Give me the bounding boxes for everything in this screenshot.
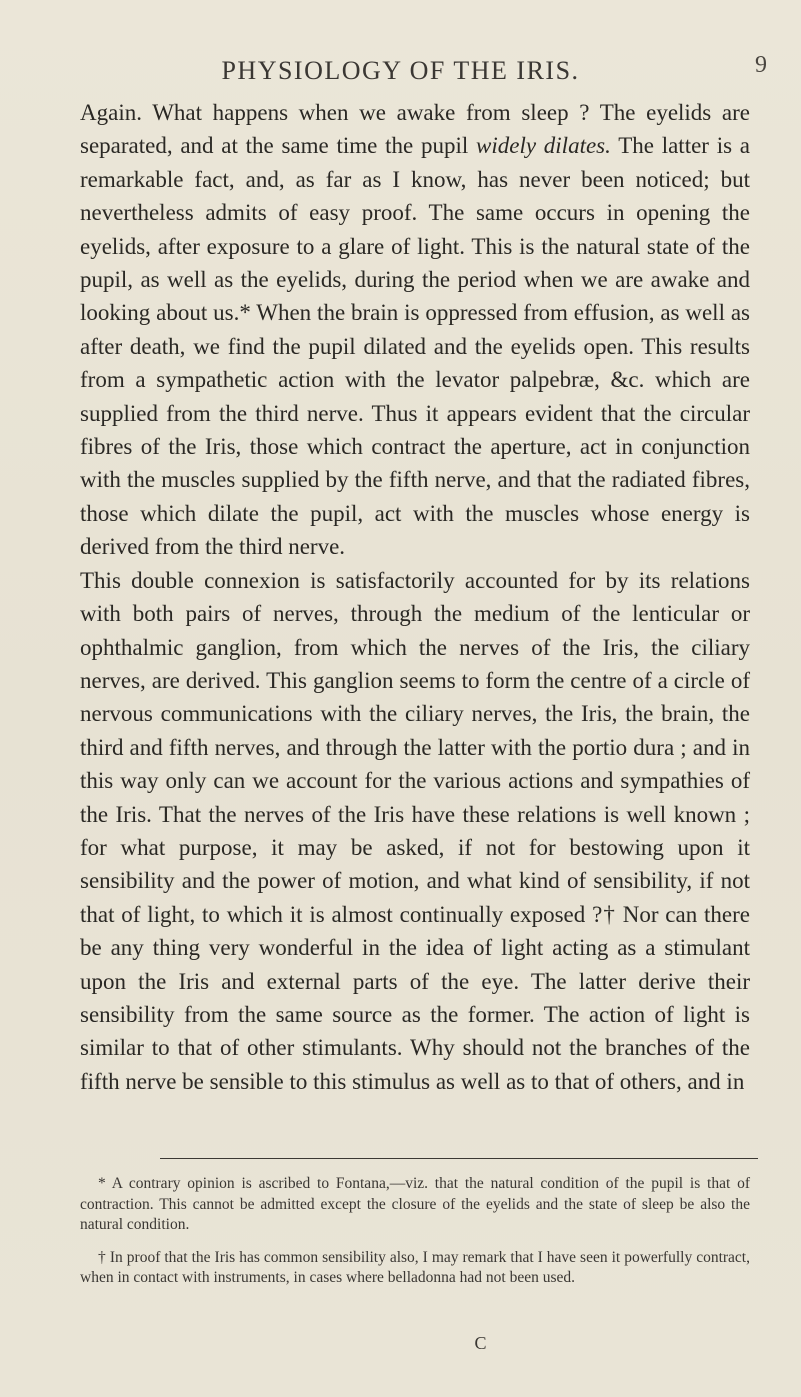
paragraph-1-start: Again. What happens when we awake from sleep ? The eyelids are separated, and at the same time the pupil bbox=[80, 100, 750, 159]
paragraph-1-end: The latter is a remarkable fact, and, as far as I know, has never been noticed; but nevertheless admits of easy proof. The same occurs in opening the eyelids, after exposure to a glare of light. This is the natural state of the pupil, as well as the eyelids, during the period when we are awake and looking about us.* When the brain is oppressed from effusion, as well as after death, we find the pupil dilated and the eyelids open. This results from a sympathetic action with the levator palpebræ, &c. which are supplied from the third nerve. Thus it appears evident that the circular fibres of the Iris, those which contract the aperture, act in conjunction with the muscles supplied by the fifth nerve, and that the radiated fibres, those which dilate the pupil, act with the muscles whose energy is derived from the third nerve. bbox=[80, 133, 751, 560]
footnotes bbox=[80, 1174, 750, 1301]
main-text bbox=[80, 96, 750, 1098]
running-title: PHYSIOLOGY OF THE IRIS. bbox=[221, 56, 580, 85]
paragraph-1 bbox=[80, 96, 750, 564]
paragraph-1-emphasis: widely dilates. bbox=[476, 133, 611, 159]
footnote-divider bbox=[160, 1158, 758, 1159]
footnote-2: † In proof that the Iris has common sensibility also, I may remark that I have seen it powerfully contract, when in contact with instruments, in cases where belladonna had not been used. bbox=[80, 1248, 750, 1286]
signature-mark: C bbox=[474, 1333, 487, 1353]
footnote-1: * A contrary opinion is ascribed to Fontana,—viz. that the natural condition of the pupil is that of contraction. This cannot be admitted except the closure of the eyelids and the state of sleep be also the natural condition. bbox=[80, 1175, 750, 1233]
page-number: 9 bbox=[755, 52, 767, 78]
paragraph-2: This double connexion is satisfactorily accounted for by its relations with both pairs of nerves, through the medium of the lenticular or ophthalmic ganglion, from which the nerves of the Iris, the ciliary nerves, are derived. This ganglion seems to form the centre of a circle of nervous communications with the ciliary nerves, the Iris, the brain, the third and fifth nerves, and through the latter with the portio dura ; and in this way only can we account for the various actions and sympathies of the Iris. That the nerves of the Iris have these relations is well known ; for what purpose, it may be asked, if not for bestowing upon it sensibility and the power of motion, and what kind of sensibility, if not that of light, to which it is almost continually exposed ?† Nor can there be any thing very wonderful in the idea of light acting as a stimulant upon the Iris and external parts of the eye. The latter derive their sensibility from the same source as the former. The action of light is similar to that of other stimulants. Why should not the branches of the fifth nerve be sensible to this stimulus as well as to that of others, and in bbox=[80, 567, 750, 1094]
page-header bbox=[0, 52, 801, 92]
